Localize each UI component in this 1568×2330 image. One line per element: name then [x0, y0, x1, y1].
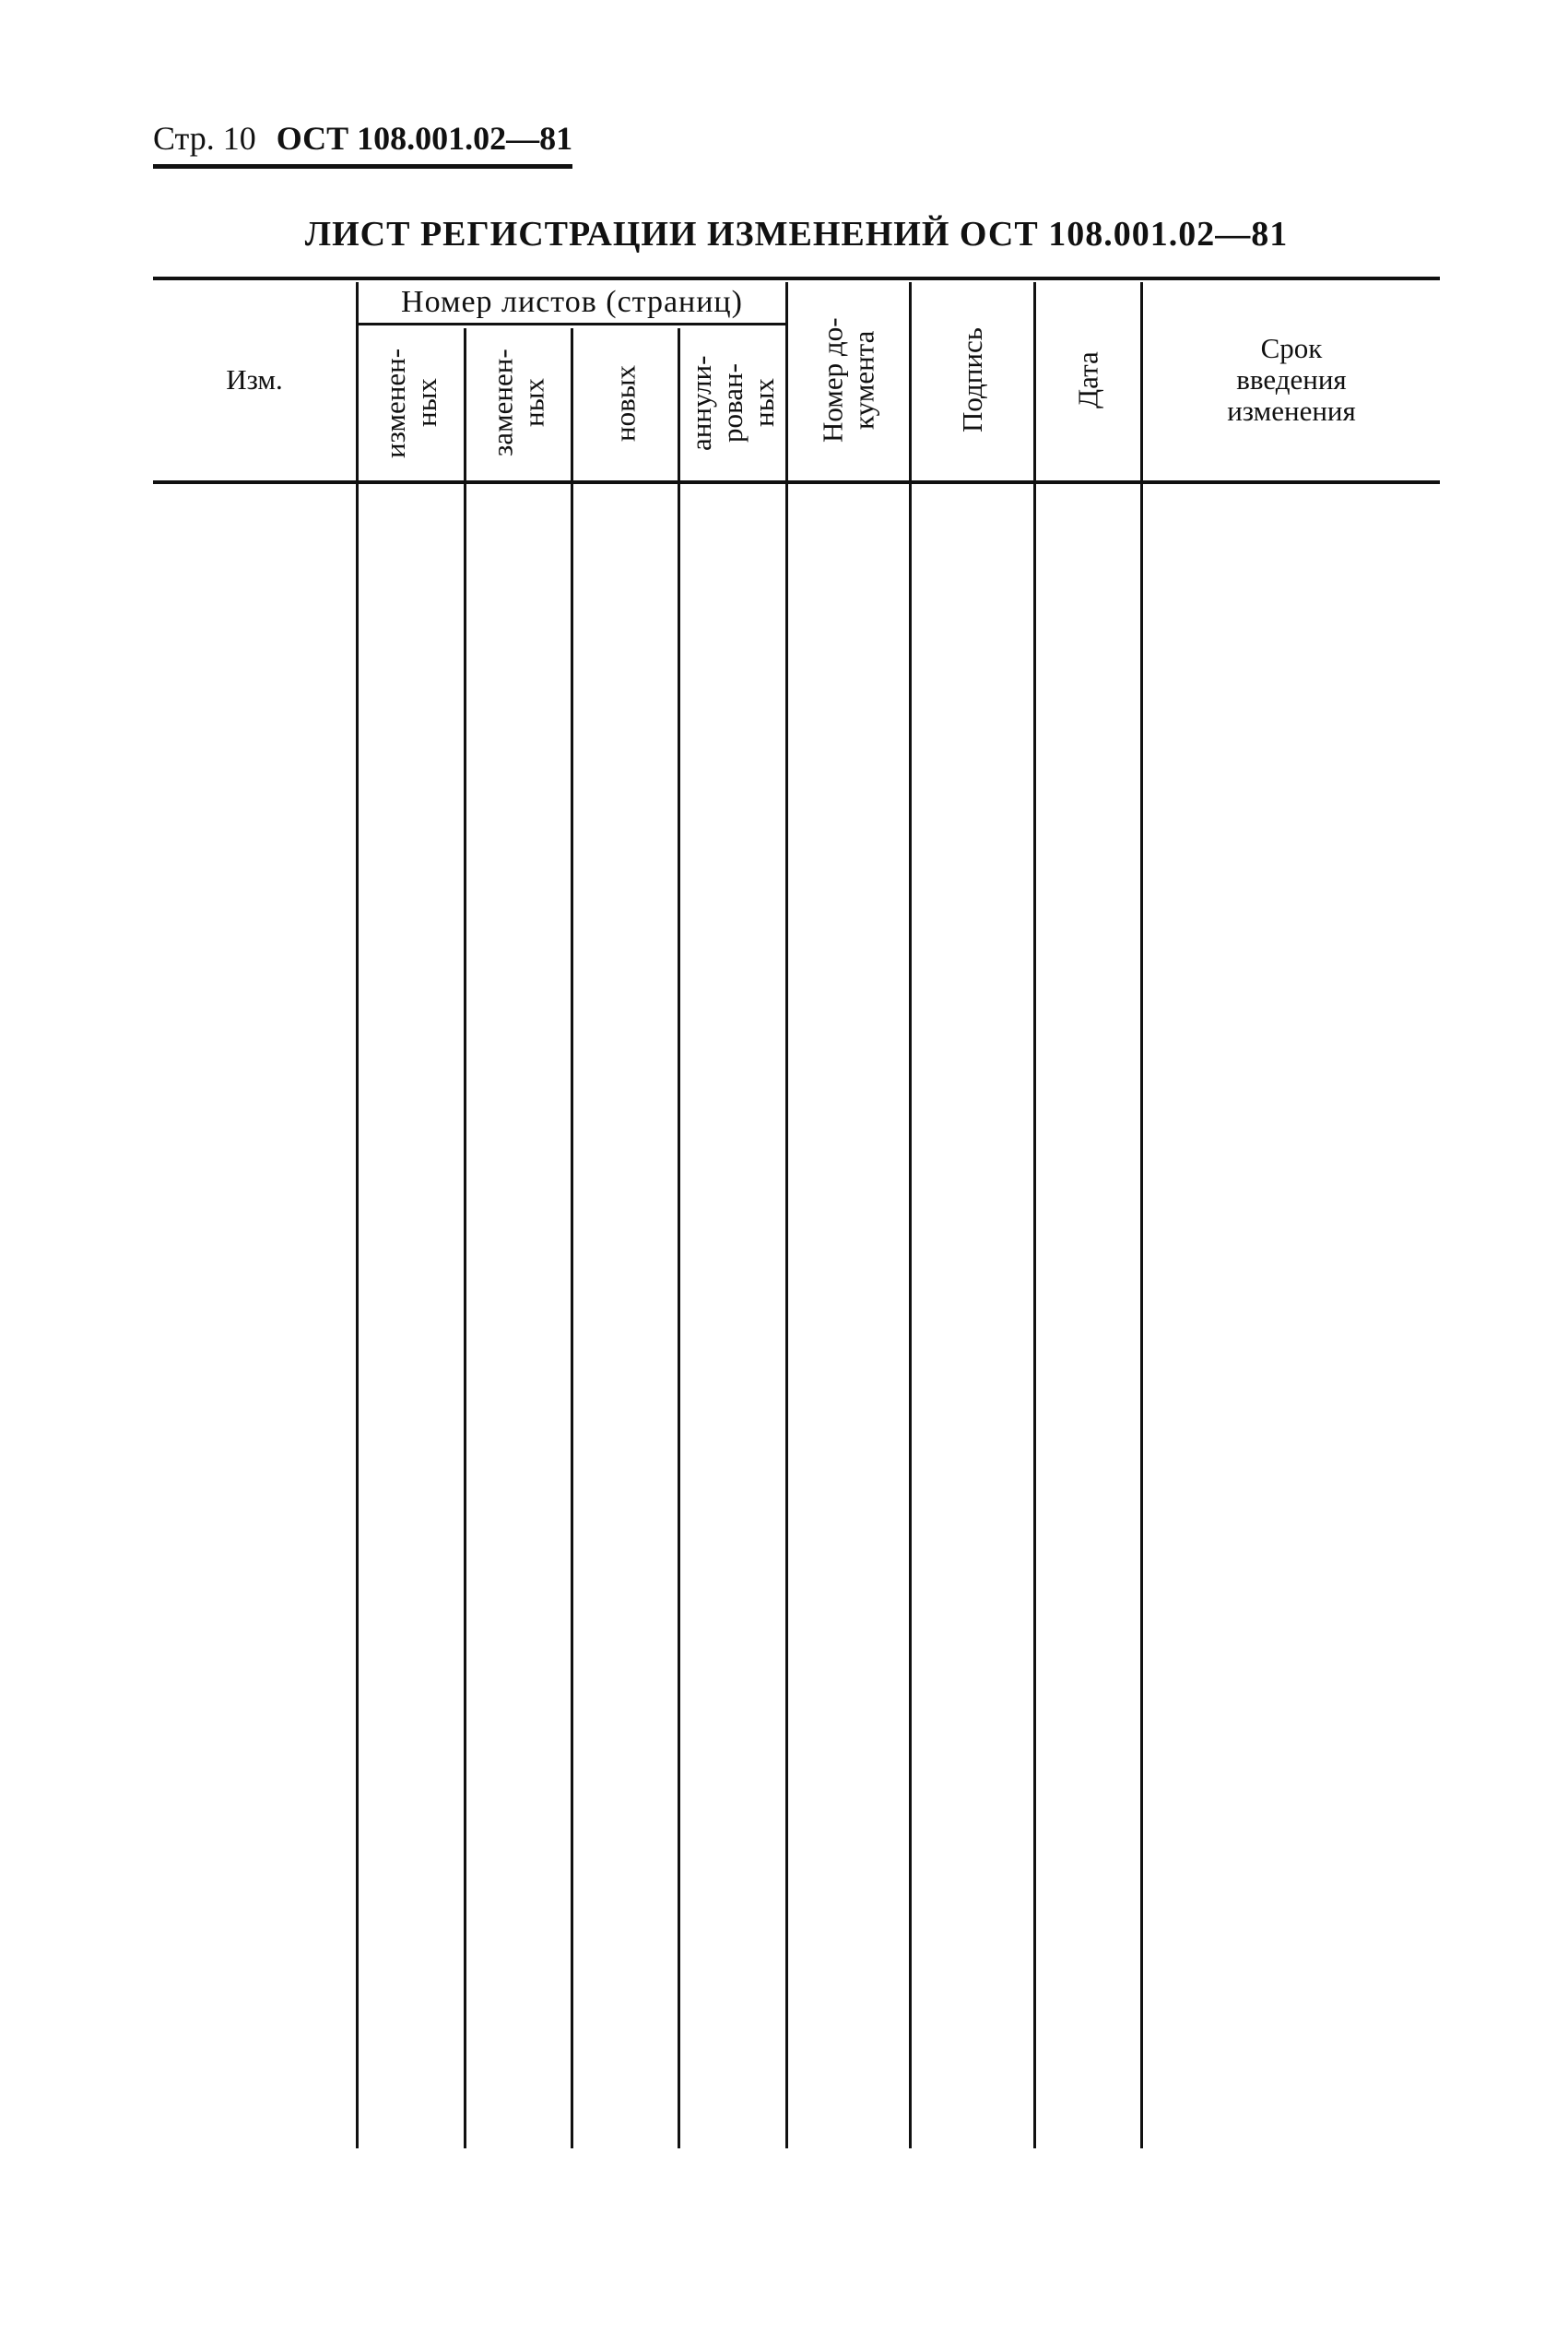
header-signature: Подпись — [956, 327, 988, 432]
column-divider — [571, 328, 573, 2148]
running-header — [153, 118, 572, 169]
page-number: Стр. 10 — [153, 120, 256, 157]
column-divider — [1140, 282, 1143, 2148]
header-date: Дата — [1071, 351, 1104, 408]
column-divider — [464, 328, 466, 2148]
column-divider — [678, 328, 680, 2148]
header-bottom-rule — [153, 480, 1440, 484]
column-divider — [1033, 282, 1036, 2148]
column-divider — [909, 282, 912, 2148]
header-changed: изменен- ных — [379, 348, 442, 458]
column-divider — [785, 282, 788, 2148]
header-sheet-numbers: Номер листов (страниц) — [401, 285, 743, 319]
table-top-rule — [153, 277, 1440, 280]
group-header-underline — [356, 323, 785, 325]
standard-number: ОСТ 108.001.02—81 — [276, 120, 573, 157]
header-annulled: аннули- рован- ных — [685, 355, 780, 451]
header-new: новых — [608, 364, 642, 442]
header-replaced: заменен- ных — [486, 349, 550, 457]
header-document-number: Номер до- кумента — [816, 317, 880, 443]
header-deadline: Срок введения изменения — [1227, 332, 1356, 427]
page-title: ЛИСТ РЕГИСТРАЦИИ ИЗМЕНЕНИЙ ОСТ 108.001.02—81 — [304, 215, 1289, 254]
column-divider — [356, 282, 359, 2148]
header-izm: Изм. — [226, 363, 283, 396]
